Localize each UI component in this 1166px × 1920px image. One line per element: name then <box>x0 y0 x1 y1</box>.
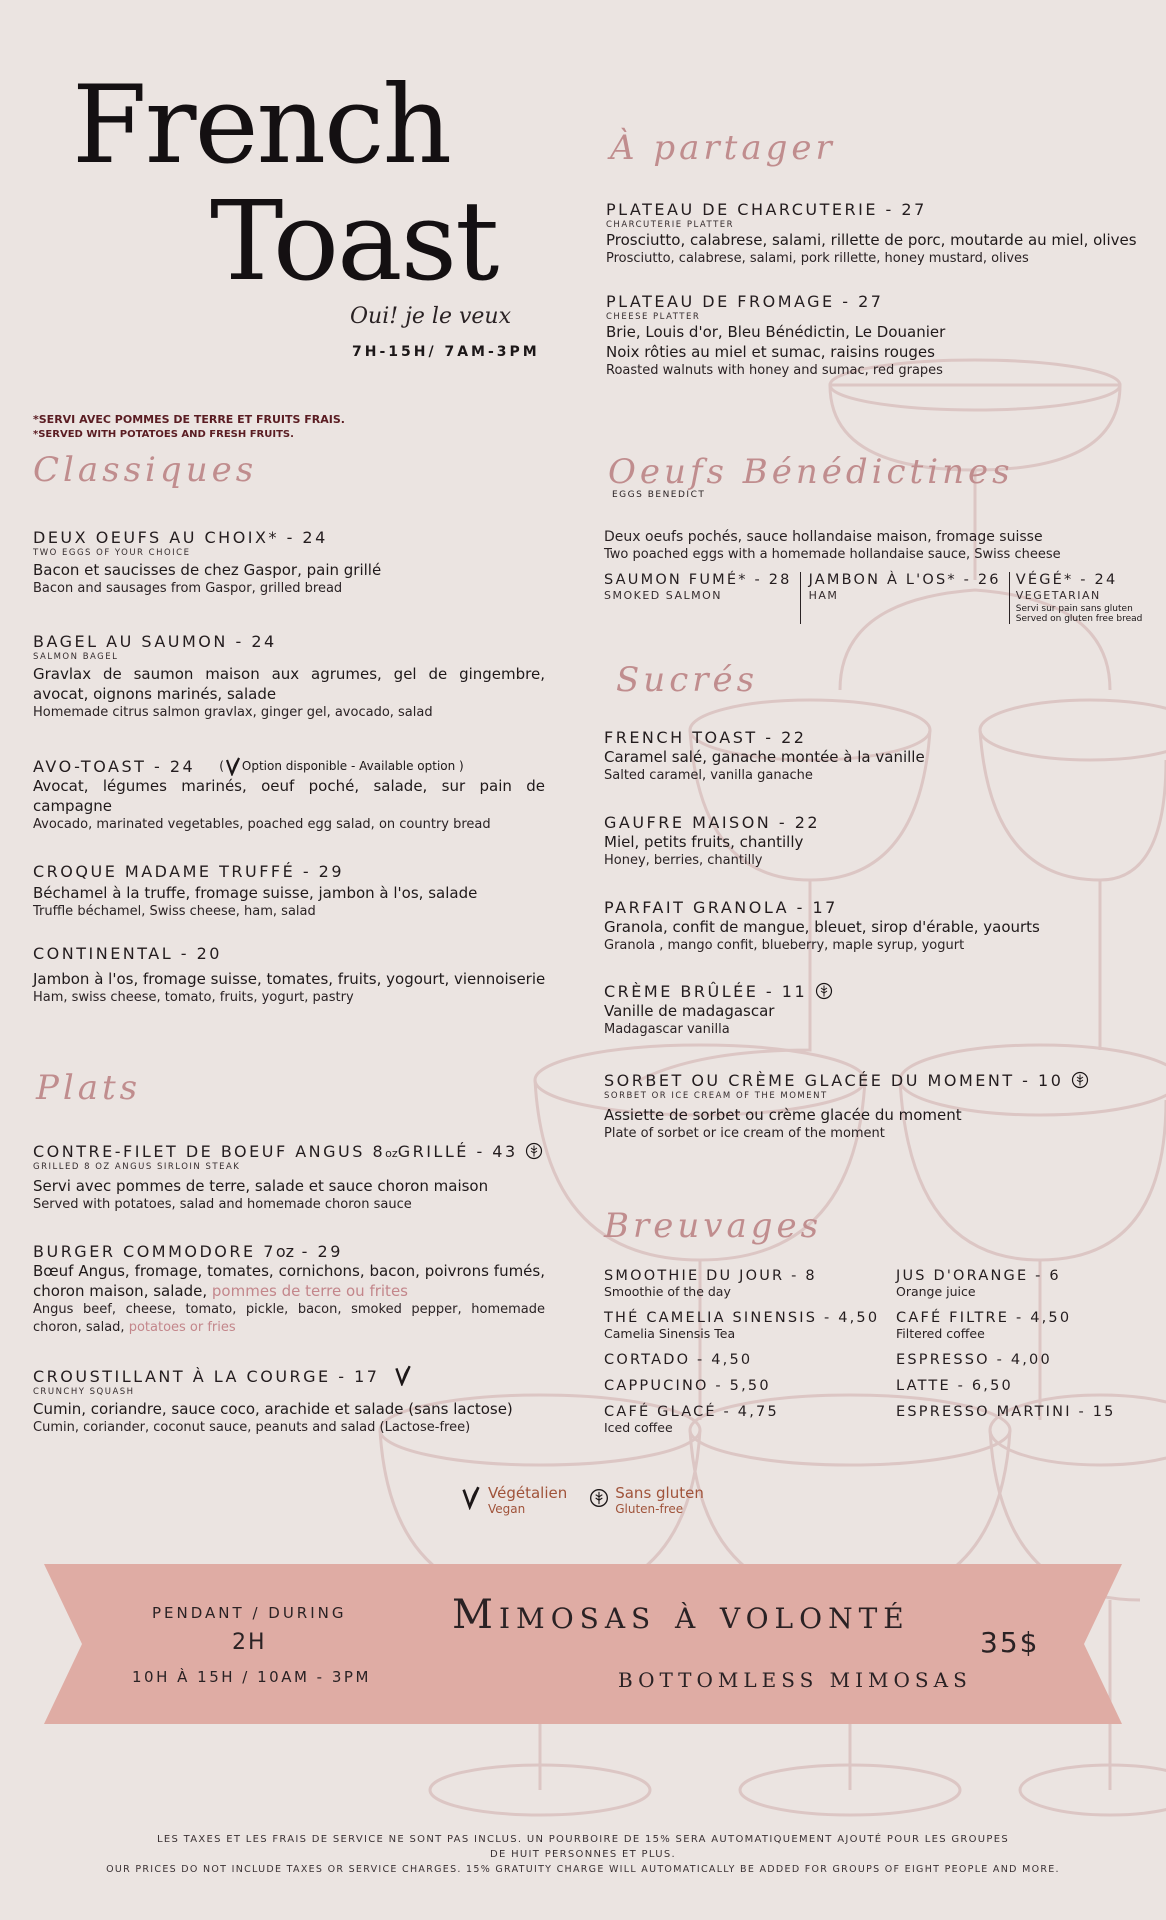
section-title-a-partager: À partager <box>610 128 836 168</box>
item-title: AVO-TOAST - 24 <box>33 756 196 776</box>
item-description-en: Plate of sorbet or ice cream of the moment <box>604 1126 885 1141</box>
item-description-en <box>33 1301 545 1337</box>
item-title-oz: oz <box>385 1147 398 1160</box>
item-title: DEUX OEUFS AU CHOIX* - 24 <box>33 528 328 547</box>
banner-hours: 10H À 15H / 10AM - 3PM <box>132 1668 371 1686</box>
item-description-fr: Miel, petits fruits, chantilly <box>604 833 804 851</box>
item-description-text: Angus beef, cheese, tomato, pickle, bacon, smoked pepper, homemade choron, salad, <box>33 1302 545 1335</box>
item-description-en: Cumin, coriander, coconut sauce, peanuts and salad (Lactose-free) <box>33 1420 471 1435</box>
section-subtitle-oeufs: EGGS BENEDICT <box>612 490 706 500</box>
item-subtitle: CHEESE PLATTER <box>606 312 701 322</box>
menu-item <box>606 200 1146 268</box>
banner-duration: 2H <box>232 1630 267 1655</box>
item-description-accent: pommes de terre ou frites <box>211 1282 408 1300</box>
gluten-free-icon <box>589 1488 609 1508</box>
beverage-item <box>896 1352 1156 1378</box>
footer-line-en: OUR PRICES DO NOT INCLUDE TAXES OR SERVICE CHARGES. 15% GRATUITY CHARGE WILL AUTOMATICALLY BE ADDED FOR GROUPS OF EIGHT PEOPLE AND MORE. <box>106 1864 1060 1875</box>
item-description-fr: Assiette de sorbet ou crème glacée du moment <box>604 1106 962 1124</box>
gluten-free-icon <box>815 982 833 1000</box>
menu-item <box>33 1364 573 1437</box>
item-description-fr: Gravlax de saumon maison aux agrumes, gel de gingembre, avocat, oignons marinés, salade <box>33 665 545 703</box>
beverage-item <box>896 1268 1156 1310</box>
menu-item <box>604 528 1154 564</box>
beverage-en: Filtered coffee <box>896 1326 985 1341</box>
beverage-title: SMOOTHIE DU JOUR - 8 <box>604 1268 817 1284</box>
beverage-title: CAFÉ GLACÉ - 4,75 <box>604 1404 779 1420</box>
footer-line-fr-2: DE HUIT PERSONNES ET PLUS. <box>490 1849 676 1860</box>
beverage-en: Smoothie of the day <box>604 1284 731 1299</box>
beverage-en: Camelia Sinensis Tea <box>604 1326 736 1341</box>
item-title <box>33 1142 593 1161</box>
menu-item <box>604 898 1144 955</box>
item-description-en: Granola , mango confit, blueberry, maple syrup, yogurt <box>604 938 965 953</box>
item-title: CROQUE MADAME TRUFFÉ - 29 <box>33 862 345 881</box>
item-title-part: CROUSTILLANT À LA COURGE - 17 <box>33 1367 380 1386</box>
item-subtitle: TWO EGGS OF YOUR CHOICE <box>33 548 191 558</box>
beverage-title: CAFÉ FILTRE - 4,50 <box>896 1310 1072 1326</box>
item-description-fr: Servi avec pommes de terre, salade et sauce choron maison <box>33 1177 489 1195</box>
beverage-title: CORTADO - 4,50 <box>604 1352 753 1368</box>
item-title: GAUFRE MAISON - 22 <box>604 813 821 832</box>
item-subtitle: SORBET OR ICE CREAM OF THE MOMENT <box>604 1091 828 1101</box>
option-subtitle: SMOKED SALMON <box>604 589 722 602</box>
vegan-leaf-icon <box>224 756 242 776</box>
banner-subtitle: BOTTOMLESS MIMOSAS <box>618 1668 972 1692</box>
logo-line-1: French <box>72 63 451 188</box>
item-description-en: Salted caramel, vanilla ganache <box>604 768 813 783</box>
item-description-fr: Jambon à l'os, fromage suisse, tomates, fruits, yogourt, viennoiserie <box>33 970 546 988</box>
menu-item <box>33 862 545 921</box>
menu-item <box>604 1071 1164 1143</box>
menu-item <box>604 728 1144 785</box>
item-description-en: Madagascar vanilla <box>604 1022 730 1037</box>
beverage-title: ESPRESSO - 4,00 <box>896 1352 1052 1368</box>
item-title <box>33 1364 573 1386</box>
item-description-accent: potatoes or fries <box>128 1320 236 1335</box>
section-title-breuvages: Breuvages <box>604 1206 823 1246</box>
item-title-part: SORBET OU CRÈME GLACÉE DU MOMENT - 10 <box>604 1071 1064 1090</box>
item-title-part: - 29 <box>294 1242 343 1261</box>
beverage-title: JUS D'ORANGE - 6 <box>896 1268 1061 1284</box>
beverage-en: Orange juice <box>896 1284 976 1299</box>
item-subtitle: GRILLED 8 OZ ANGUS SIRLOIN STEAK <box>33 1162 241 1172</box>
vegan-leaf-icon <box>393 1364 413 1386</box>
item-title-part: GRILLÉ - 43 <box>397 1142 518 1161</box>
item-description-en: Bacon and sausages from Gaspor, grilled bread <box>33 581 343 596</box>
item-description-en: Ham, swiss cheese, tomato, fruits, yogurt, pastry <box>33 990 354 1005</box>
item-title-part: CRÈME BRÛLÉE - 11 <box>604 982 808 1001</box>
item-description-en: Honey, berries, chantilly <box>604 853 763 868</box>
logo-tagline: Oui! je le veux <box>350 304 511 329</box>
item-title: CONTINENTAL - 20 <box>33 944 222 963</box>
beverage-item <box>604 1378 884 1404</box>
item-description-en: Roasted walnuts with honey and sumac, red grapes <box>606 363 943 378</box>
option-label: Option disponible - Available option <box>241 759 456 773</box>
item-description-en: Avocado, marinated vegetables, poached egg salad, on country bread <box>33 817 491 832</box>
item-description-fr: Bacon et saucisses de chez Gaspor, pain grillé <box>33 561 382 579</box>
item-title <box>604 1071 1164 1090</box>
banner-title: Mimosas à volonté <box>452 1592 910 1638</box>
opening-hours: 7H-15H/ 7AM-3PM <box>352 344 540 360</box>
menu-item <box>33 944 563 1007</box>
option-note-fr: Servi sur pain sans gluten <box>1015 604 1133 614</box>
benedict-option <box>801 572 1010 624</box>
beverage-item <box>896 1310 1156 1352</box>
option-title: SAUMON FUMÉ* - 28 <box>604 572 792 588</box>
menu-item <box>33 632 545 722</box>
item-description-fr: Granola, confit de mangue, bleuet, sirop d'érable, yaourts <box>604 918 1040 936</box>
item-subtitle: SALMON BAGEL <box>33 652 119 662</box>
gluten-free-icon <box>525 1142 543 1160</box>
beverage-title: THÉ CAMELIA SINENSIS - 4,50 <box>604 1310 880 1326</box>
option-subtitle: VEGETARIAN <box>1015 589 1101 602</box>
legend-vegan-fr: Végétalien <box>488 1484 568 1502</box>
benedict-option <box>1010 572 1143 624</box>
diet-legend <box>460 1484 704 1516</box>
item-title: PLATEAU DE FROMAGE - 27 <box>606 292 884 311</box>
option-title: JAMBON À L'OS* - 26 <box>808 572 1001 588</box>
item-description-fr <box>33 1261 545 1301</box>
item-description-en: Prosciutto, calabrese, salami, pork rillette, honey mustard, olives <box>606 251 1029 266</box>
legend-vegan <box>460 1484 567 1516</box>
beverage-item <box>604 1352 884 1378</box>
beverage-item <box>604 1310 884 1352</box>
item-description-fr: Cumin, coriandre, sauce coco, arachide et salade (sans lactose) <box>33 1400 513 1418</box>
item-title-part: BURGER COMMODORE 7 <box>33 1242 276 1261</box>
item-title <box>604 982 1144 1001</box>
section-title-classiques: Classiques <box>33 450 258 490</box>
item-subtitle: CRUNCHY SQUASH <box>33 1387 135 1397</box>
legend-gluten-free-en: Gluten-free <box>615 1502 684 1516</box>
menu-item <box>33 1242 545 1337</box>
item-title <box>33 1242 545 1261</box>
menu-item <box>604 813 1144 870</box>
banner-during: PENDANT / DURING <box>152 1604 347 1622</box>
beverage-title: CAPPUCINO - 5,50 <box>604 1378 771 1394</box>
section-title-sucres: Sucrés <box>616 660 759 700</box>
menu-item <box>33 528 545 598</box>
item-description-fr: Deux oeufs pochés, sauce hollandaise maison, fromage suisse <box>604 529 1043 545</box>
section-title-oeufs: Oeufs Bénédictines <box>608 452 1014 492</box>
banner-price: 35$ <box>980 1626 1040 1659</box>
benedict-option <box>604 572 801 624</box>
item-description-fr: Béchamel à la truffe, fromage suisse, jambon à l'os, salade <box>33 884 478 902</box>
beverage-column-right <box>896 1268 1156 1420</box>
beverage-title: LATTE - 6,50 <box>896 1378 1013 1394</box>
beverage-item <box>604 1268 884 1310</box>
benedict-options <box>604 572 1164 624</box>
item-description-fr: Avocat, légumes marinés, oeuf poché, salade, sur pain de campagne <box>33 777 545 815</box>
served-note-fr: *SERVI AVEC POMMES DE TERRE ET FRUITS FRAIS. <box>33 413 345 426</box>
item-title: PLATEAU DE CHARCUTERIE - 27 <box>606 200 927 219</box>
item-title: BAGEL AU SAUMON - 24 <box>33 632 277 651</box>
menu-item <box>606 292 1146 380</box>
served-note-en: *SERVED WITH POTATOES AND FRESH FRUITS. <box>33 429 294 440</box>
legend-gluten-free-fr: Sans gluten <box>615 1484 704 1502</box>
section-title-plats: Plats <box>36 1068 142 1108</box>
vegan-leaf-icon <box>460 1484 482 1510</box>
mimosa-banner <box>44 1564 1122 1724</box>
menu-item <box>604 982 1144 1039</box>
item-description-fr: Vanille de madagascar <box>604 1002 775 1020</box>
item-description-en: Truffle béchamel, Swiss cheese, ham, salad <box>33 904 316 919</box>
served-note <box>33 412 345 442</box>
vegan-option-note: ( Option disponible - Available option ) <box>219 756 464 776</box>
option-subtitle: HAM <box>808 589 839 602</box>
item-description-en: Homemade citrus salmon gravlax, ginger gel, avocado, salad <box>33 705 433 720</box>
item-description-en: Two poached eggs with a homemade hollandaise sauce, Swiss cheese <box>604 547 1061 562</box>
beverage-title: ESPRESSO MARTINI - 15 <box>896 1404 1116 1420</box>
item-description-en: Served with potatoes, salad and homemade choron sauce <box>33 1197 412 1212</box>
logo-line-2: Toast <box>210 177 498 305</box>
beverage-item <box>604 1404 884 1435</box>
item-description-fr: Prosciutto, calabrese, salami, rillette de porc, moutarde au miel, olives <box>606 231 1137 249</box>
option-note-en: Served on gluten free bread <box>1015 614 1143 624</box>
item-title: PARFAIT GRANOLA - 17 <box>604 898 838 917</box>
item-description-text: Bœuf Angus, fromage, tomates, cornichons, bacon, poivrons fumés, choron maison, salade, <box>33 1262 545 1300</box>
item-description-fr-2: Noix rôties au miel et sumac, raisins rouges <box>606 343 935 361</box>
beverage-column-left <box>604 1268 884 1435</box>
footer-line-fr: LES TAXES ET LES FRAIS DE SERVICE NE SONT PAS INCLUS. UN POURBOIRE DE 15% SERA AUTOMATIQUEMENT AJOUTÉ POUR LES GROUPES <box>156 1834 1010 1845</box>
item-description-fr: Caramel salé, ganache montée à la vanille <box>604 748 925 766</box>
menu-item <box>33 1142 593 1214</box>
item-title-oz: oz <box>275 1242 295 1261</box>
item-title: FRENCH TOAST - 22 <box>604 728 807 747</box>
item-title-part: CONTRE-FILET DE BOEUF ANGUS 8 <box>33 1142 386 1161</box>
item-subtitle: CHARCUTERIE PLATTER <box>606 220 735 230</box>
option-title: VÉGÉ* - 24 <box>1015 572 1118 588</box>
item-description-fr: Brie, Louis d'or, Bleu Bénédictin, Le Douanier <box>606 323 946 341</box>
menu-item <box>33 756 545 834</box>
legend-gluten-free <box>589 1484 704 1516</box>
gluten-free-icon <box>1071 1071 1089 1089</box>
footer-notice <box>30 1832 1136 1877</box>
beverage-en: Iced coffee <box>604 1420 673 1435</box>
beverage-item <box>896 1378 1156 1404</box>
beverage-item <box>896 1404 1156 1420</box>
legend-vegan-en: Vegan <box>488 1502 526 1516</box>
